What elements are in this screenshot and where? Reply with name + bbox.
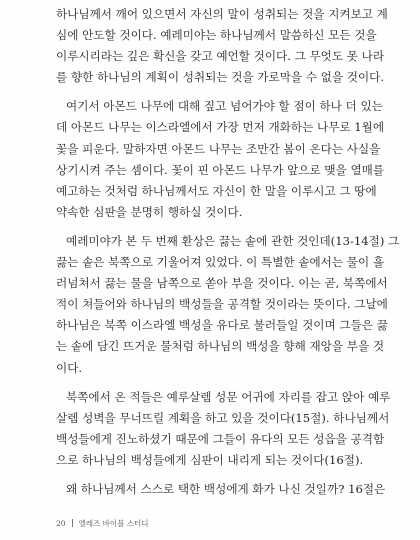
paragraph-1-line: 이루시리라는 깊은 확신을 갖고 예언할 것이다. 그 무엇도 못 나라 [56,49,385,64]
paragraph-1-line: 심에 안도할 것이다. 예레미야는 하나님께서 말씀하신 모든 것을 [56,28,377,43]
paragraph-4-line: 살렘 성벽을 무너뜨릴 계획을 하고 있을 것이다(15절). 하나님께서 [56,410,390,425]
paragraph-3-line: 는 솥에 담긴 뜨거운 물처럼 하나님의 백성을 향해 재앙을 부을 것 [56,339,385,354]
paragraph-2-line: 예고하는 것처럼 하나님께서도 자신이 한 말을 이루시고 그 땅에 [56,183,377,198]
paragraph-3-line: 러넘쳐서 끓는 물을 남쪽으로 쏟아 부을 것이다. 이는 곧, 북쪽에서 [56,276,388,291]
footer-divider [72,519,73,527]
paragraph-3-line: 하나님은 북쪽 이스라엘 백성을 유다로 불러들일 것이며 그들은 끓 [56,318,388,333]
paragraph-2-line: 데 아몬드 나무는 이스라엘에서 가장 먼저 개화하는 나무로 1월에 [56,120,385,135]
page-number: 20 [56,519,66,528]
paragraph-3-line: 적이 쳐들어와 하나님의 백성들을 공격할 것이라는 뜻이다. 그날에 [56,297,388,312]
paragraph-3-line: 예레미야가 본 두 번째 환상은 끓는 솥에 관한 것인데(13-14절) 그 [66,233,400,248]
book-title: 엘레즈 바이블 스터디 [78,519,149,528]
body-text [56,4,401,500]
paragraph-4-line: 북쪽에서 온 적들은 예루살렘 성문 어귀에 자리를 잡고 앉아 예루 [66,389,391,404]
paragraph-1-line: 하나님께서 깨어 있으면서 자신의 말이 성취되는 것을 지켜보고 계 [56,7,388,21]
paragraph-5-line: 왜 하나님께서 스스로 택한 백성에게 화가 나신 것일까? 16절은 [66,481,386,496]
paragraph-4-line: 백성들에게 진노하셨기 때문에 그들이 유다의 모든 성읍을 공격함 [56,431,385,446]
paragraph-2-line: 상기시켜 주는 셈이다. 꽃이 핀 아몬드 나무가 앞으로 맺을 열매를 [56,162,385,177]
paragraph-2-line: 여기서 아몬드 나무에 대해 짚고 넘어가야 할 점이 하나 더 있는 [66,99,383,114]
paragraph-4-line: 으로 하나님의 백성들에게 심판이 내리게 되는 것이다(16절). [56,452,364,467]
paragraph-2-line: 약속한 심판을 분명히 행하실 것이다. [56,204,243,219]
paragraph-3-line: 이다. [56,360,83,375]
paragraph-3-line: 끓는 솥은 북쪽으로 기울어져 있었다. 이 특별한 솥에서는 물이 흘 [56,255,385,270]
page-footer [56,518,149,529]
paragraph-2-line: 꽃을 피운다. 말하자면 아몬드 나무는 조만간 봄이 온다는 사실을 [56,141,381,156]
paragraph-1-line: 를 향한 하나님의 계획이 성취되는 것을 가로막을 수 없을 것이다. [56,70,385,85]
